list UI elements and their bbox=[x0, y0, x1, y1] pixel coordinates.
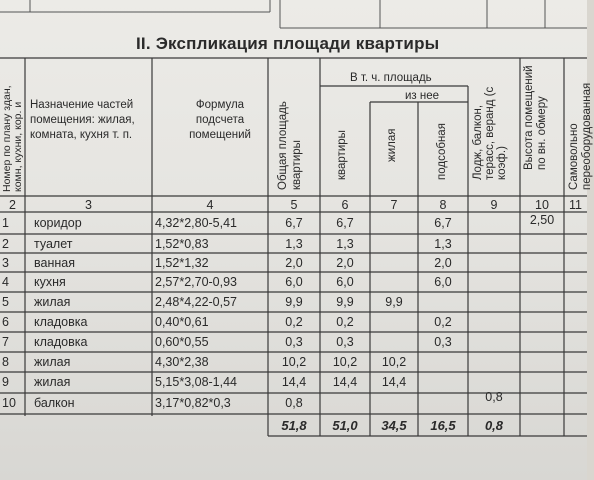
row-number: 4 bbox=[2, 275, 9, 289]
header-room-purpose: Назначение частей помещения: жилая, комната, кухня т. п. bbox=[30, 99, 135, 141]
room-formula: 0,60*0,55 bbox=[155, 335, 209, 349]
room-purpose: кладовка bbox=[34, 315, 88, 329]
header-apartment: квартиры bbox=[336, 130, 348, 180]
page-title: II. Экспликация площади квартиры bbox=[136, 34, 440, 53]
room-apartment-area: 10,2 bbox=[332, 355, 358, 369]
room-living-area: 9,9 bbox=[385, 295, 403, 309]
room-apartment-area: 0,3 bbox=[336, 335, 354, 349]
room-purpose: ванная bbox=[34, 256, 75, 270]
header-height: Высота помещений по вн. обмеру bbox=[523, 65, 548, 170]
row-number: 6 bbox=[2, 315, 9, 329]
room-purpose: кухня bbox=[34, 275, 66, 289]
room-auxiliary-area: 0,3 bbox=[434, 335, 452, 349]
room-formula: 3,17*0,82*0,3 bbox=[155, 396, 231, 410]
room-loggia-area: 0,8 bbox=[485, 390, 503, 404]
room-total-area: 10,2 bbox=[281, 355, 307, 369]
room-apartment-area: 9,9 bbox=[336, 295, 354, 309]
header-living: жилая bbox=[386, 128, 398, 162]
room-apartment-area: 6,7 bbox=[336, 216, 354, 230]
header-formula: Формула подсчета помещений bbox=[189, 99, 251, 141]
room-apartment-area: 6,0 bbox=[336, 275, 354, 289]
room-purpose: туалет bbox=[34, 237, 73, 251]
col-number: 9 bbox=[490, 198, 498, 212]
header-room-number: Номер по плану здан, комн, кухни, кор. и bbox=[1, 85, 24, 192]
row-number: 10 bbox=[2, 396, 16, 410]
total-apartment-sum: 51,0 bbox=[332, 418, 358, 433]
room-auxiliary-area: 6,7 bbox=[434, 216, 452, 230]
col-number: 6 bbox=[341, 198, 349, 212]
room-formula: 4,32*2,80-5,41 bbox=[155, 216, 238, 230]
room-auxiliary-area: 1,3 bbox=[434, 237, 452, 251]
room-apartment-area: 2,0 bbox=[336, 256, 354, 270]
room-living-area: 14,4 bbox=[381, 375, 407, 389]
room-total-area: 0,8 bbox=[285, 396, 303, 410]
col-number: 11 bbox=[569, 198, 582, 212]
col-number: 3 bbox=[85, 198, 92, 212]
row-number: 5 bbox=[2, 295, 9, 309]
room-purpose: коридор bbox=[34, 216, 82, 230]
total-area-sum: 51,8 bbox=[281, 418, 307, 433]
room-total-area: 9,9 bbox=[285, 295, 303, 309]
row-number: 2 bbox=[2, 237, 9, 251]
room-purpose: жилая bbox=[34, 375, 71, 389]
total-living-sum: 34,5 bbox=[381, 418, 407, 433]
row-number: 3 bbox=[2, 256, 9, 270]
header-of-which: из нее bbox=[405, 90, 440, 102]
room-auxiliary-area: 0,2 bbox=[434, 315, 452, 329]
room-purpose: балкон bbox=[34, 396, 75, 410]
header-auxiliary: подсобная bbox=[436, 123, 448, 180]
col-number: 4 bbox=[206, 198, 214, 212]
total-auxiliary-sum: 16,5 bbox=[430, 418, 456, 433]
room-apartment-area: 14,4 bbox=[332, 375, 358, 389]
col-number: 5 bbox=[290, 198, 298, 212]
room-purpose: кладовка bbox=[34, 335, 88, 349]
col-number: 10 bbox=[535, 198, 549, 212]
row-number: 7 bbox=[2, 335, 9, 349]
room-formula: 1,52*1,32 bbox=[155, 256, 209, 270]
room-formula: 2,57*2,70-0,93 bbox=[155, 275, 238, 289]
room-living-area: 10,2 bbox=[381, 355, 407, 369]
total-loggia-sum: 0,8 bbox=[484, 418, 504, 433]
header-loggia: Лодж, балкон, терасс, веранд (с коэф.) bbox=[472, 86, 508, 180]
room-total-area: 0,2 bbox=[285, 315, 303, 329]
col-number: 7 bbox=[390, 198, 398, 212]
header-total-area: Общая площадь квартиры bbox=[277, 101, 303, 190]
room-formula: 4,30*2,38 bbox=[155, 355, 209, 369]
room-auxiliary-area: 2,0 bbox=[434, 256, 452, 270]
room-height: 2,50 bbox=[529, 213, 555, 227]
room-purpose: жилая bbox=[34, 355, 71, 369]
room-formula: 5,15*3,08-1,44 bbox=[155, 375, 238, 389]
room-total-area: 6,0 bbox=[285, 275, 303, 289]
room-apartment-area: 1,3 bbox=[336, 237, 354, 251]
room-total-area: 14,4 bbox=[281, 375, 307, 389]
room-formula: 2,48*4,22-0,57 bbox=[155, 295, 238, 309]
room-formula: 0,40*0,61 bbox=[155, 315, 209, 329]
col-number: 2 bbox=[9, 198, 16, 212]
room-total-area: 1,3 bbox=[285, 237, 303, 251]
room-purpose: жилая bbox=[34, 295, 71, 309]
row-number: 1 bbox=[2, 216, 9, 230]
room-total-area: 6,7 bbox=[285, 216, 303, 230]
room-apartment-area: 0,2 bbox=[336, 315, 354, 329]
header-unauthorized: Самовольно переоборудованная bbox=[568, 82, 593, 190]
room-auxiliary-area: 6,0 bbox=[434, 275, 452, 289]
room-formula: 1,52*0,83 bbox=[155, 237, 209, 251]
row-number: 8 bbox=[2, 355, 9, 369]
row-number: 9 bbox=[2, 375, 9, 389]
room-total-area: 0,3 bbox=[285, 335, 303, 349]
room-total-area: 2,0 bbox=[285, 256, 303, 270]
col-number: 8 bbox=[439, 198, 447, 212]
header-incl-area: В т. ч. площадь bbox=[350, 72, 432, 84]
